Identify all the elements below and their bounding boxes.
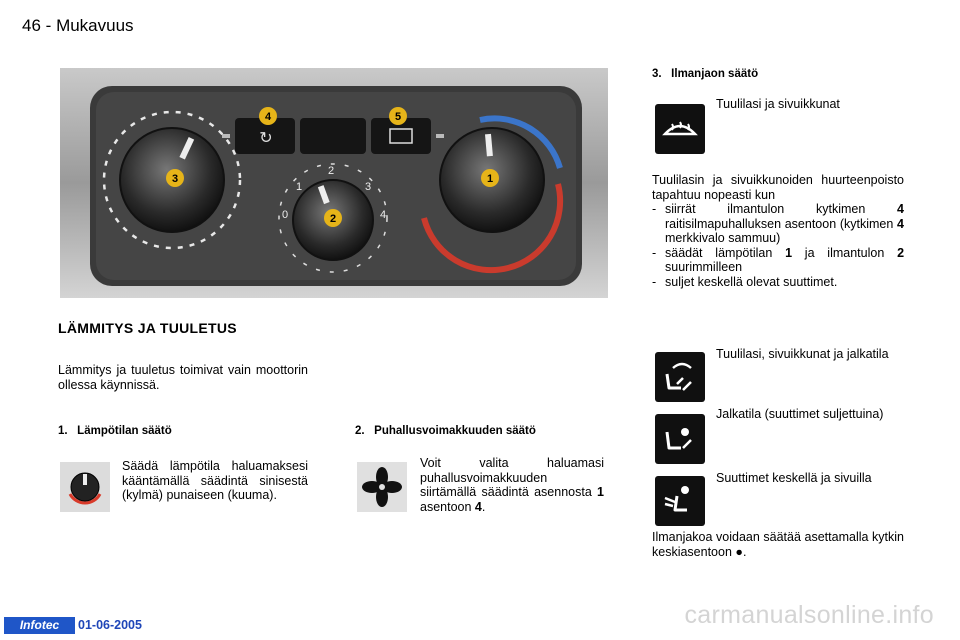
demist-paragraph: Tuulilasin ja sivuikkunoiden huurteenpoisto tapahtuu nopeasti kun bbox=[652, 173, 904, 202]
section1-title: 1. Lämpötilan säätö bbox=[58, 425, 172, 437]
header-separator: - bbox=[45, 16, 52, 35]
intro-text: Lämmitys ja tuuletus toimivat vain moottorin ollessa käynnissä. bbox=[58, 363, 308, 392]
demist-step-3: - suljet keskellä olevat suuttimet. bbox=[652, 275, 904, 290]
section3-title: 3. Ilmanjaon säätö bbox=[652, 68, 759, 80]
demist-steps bbox=[652, 202, 904, 289]
badge-5: 5 bbox=[394, 111, 402, 123]
item-face-vents-label: Suuttimet keskellä ja sivuilla bbox=[716, 471, 872, 485]
face-vents-icon bbox=[655, 476, 705, 526]
fan-icon bbox=[357, 462, 407, 512]
svg-text:4: 4 bbox=[380, 209, 387, 221]
item-windscreen-feet-label: Tuulilasi, sivuikkunat ja jalkatila bbox=[716, 347, 889, 361]
temperature-knob-icon bbox=[60, 462, 110, 512]
svg-text:1: 1 bbox=[296, 181, 303, 193]
item-windscreen-label: Tuulilasi ja sivuikkunat bbox=[716, 97, 840, 111]
badge-1: 1 bbox=[486, 173, 494, 185]
demist-step-2: - säädät lämpötilan 1 ja ilmantulon 2 suurimmilleen bbox=[652, 246, 904, 275]
watermark: carmanualsonline.info bbox=[684, 601, 934, 629]
chapter-title: Mukavuus bbox=[56, 16, 134, 35]
page-header bbox=[22, 16, 134, 36]
svg-text:3: 3 bbox=[365, 181, 372, 193]
center-position-symbol: ● bbox=[735, 544, 743, 559]
svg-text:2: 2 bbox=[328, 165, 335, 177]
page-number: 46 bbox=[22, 16, 41, 35]
footer-date: 01-06-2005 bbox=[78, 618, 142, 632]
closing-text: Ilmanjakoa voidaan säätää asettamalla kytkin keskiasentoon ●. bbox=[652, 530, 904, 559]
svg-text:↻: ↻ bbox=[259, 128, 273, 147]
badge-4: 4 bbox=[264, 111, 272, 123]
main-heading: LÄMMITYS JA TUULETUS bbox=[58, 320, 237, 336]
demist-step-1: - siirrät ilmantulon kytkimen 4 raitisilmapuhalluksen asentoon (kytkimen 4 merkkivalo sammuu) bbox=[652, 202, 904, 246]
heater-panel-photo bbox=[60, 68, 608, 298]
section2-title: 2. Puhallusvoimakkuuden säätö bbox=[355, 425, 536, 437]
item-feet-label: Jalkatila (suuttimet suljettuina) bbox=[716, 407, 884, 421]
windscreen-feet-icon bbox=[655, 352, 705, 402]
section2-text: Voit valita haluamasi puhallusvoimakkuuden siirtämällä säädintä asennosta 1 asentoon 4. bbox=[420, 456, 604, 514]
windscreen-demist-icon bbox=[655, 104, 705, 154]
badge-2: 2 bbox=[329, 213, 337, 225]
infotec-logo: Infotec bbox=[4, 617, 75, 634]
feet-icon bbox=[655, 414, 705, 464]
badge-3: 3 bbox=[171, 173, 179, 185]
section1-text: Säädä lämpötila haluamaksesi kääntämällä säädintä sinisestä (kylmä) punaiseen (kuuma). bbox=[122, 459, 308, 502]
svg-text:0: 0 bbox=[282, 209, 289, 221]
